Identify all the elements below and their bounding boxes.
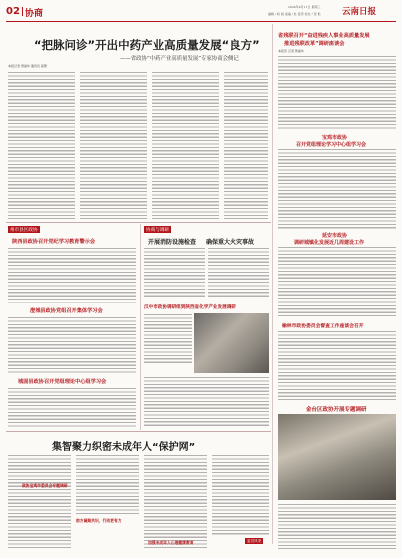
lead-text-col4 — [224, 71, 268, 219]
left-mid-divider — [140, 224, 141, 430]
right-report-3-text — [278, 330, 396, 402]
county-news-tag: 州市县区政协 — [10, 227, 38, 233]
right-report-4-photo — [278, 414, 396, 500]
lead-subtitle: ——省政协“中药产业高质量发展”专家协商会侧记 — [120, 56, 239, 62]
lead-byline: 本报记者 曾丽华 通讯员 高慧 — [8, 64, 47, 68]
bottom-corner-tag: 委员风采 — [247, 538, 262, 543]
right-report-1-text — [278, 148, 396, 230]
county-report-1-title: 陕西县政协召开党纪学习教育警示会 — [12, 239, 96, 245]
middle-photo — [194, 313, 269, 373]
bottom-banner-title: 集智聚力织密未成年人“保护网” — [52, 442, 196, 453]
county-report-2-title: 澄城县政协党组召开集体学习会 — [30, 308, 103, 314]
bottom-text-col2 — [76, 454, 139, 516]
right-report-3-title: 榆林市政协委员会督查工作座谈会召开 — [282, 324, 364, 329]
lead-text-col1 — [8, 71, 75, 219]
county-report-3-text — [8, 387, 136, 427]
bottom-section-rule — [6, 431, 271, 432]
right-report-1-title-1: 宝鸡市政协 — [322, 135, 348, 141]
lead-title: “把脉问诊”开出中药产业高质量发展“良方” — [34, 38, 260, 52]
header-divider-mark — [22, 7, 23, 16]
middle-section-rule — [6, 222, 271, 223]
right-column-divider — [272, 24, 273, 544]
bottom-sub2: 前方凝聚共识，行动更有力 — [76, 518, 122, 523]
right-top-byline: 本报讯 记者 曾丽华 — [278, 49, 304, 53]
middle-photo-text — [144, 313, 192, 363]
right-report-2-text — [278, 246, 396, 316]
newspaper-logo: 云南日报 — [342, 7, 377, 17]
lead-text-col3 — [152, 71, 219, 219]
lead-text-col2 — [80, 71, 147, 219]
bottom-lower-mid: 加强未成年人心理健康教育 — [148, 540, 194, 545]
middle-headline-right: 确保重大火灾事故 — [206, 239, 255, 246]
page-number: 02 — [6, 6, 20, 17]
bottom-text-col1 — [8, 454, 71, 548]
bottom-text-col4 — [212, 454, 269, 536]
right-top-text — [278, 55, 396, 131]
middle-text-1 — [144, 247, 205, 299]
middle-photo-headline: 汉中市政协调研组到陕西省化学产业发展调研 — [144, 305, 236, 310]
middle-text-3 — [144, 376, 269, 428]
header-rule — [6, 21, 396, 22]
county-report-3-title: 城固县政协召开党组理论中心组学习会 — [18, 379, 107, 385]
county-report-2-text — [8, 316, 136, 374]
page-header — [6, 4, 396, 22]
work-news-tag: 协商与调研 — [146, 227, 169, 233]
middle-text-2 — [208, 247, 269, 299]
right-top-title-2: 推进残联改革”调研座谈会 — [284, 41, 345, 47]
header-date: 2024年9月11日 星期三 — [288, 5, 321, 9]
right-report-4-title: 金台区政协开展专题调研 — [306, 407, 367, 413]
bottom-sub1: 政协宝鸡市委员会专题调研 — [22, 483, 68, 488]
bottom-text-col3 — [144, 454, 207, 548]
right-report-2-title-2: 调研城镇化发展近几周建设工作 — [294, 240, 365, 246]
right-report-1-title-2: 召开党组理论学习中心组学习会 — [296, 142, 367, 148]
right-top-title-1: 省残联召开“奋进残疾人事业高质量发展 — [278, 33, 370, 39]
middle-headline-left: 开展消防设施检查 — [148, 239, 197, 246]
right-report-4-text — [278, 503, 396, 549]
right-report-2-title-1: 延安市政协 — [322, 233, 348, 239]
header-editors: 编辑 / 杨 娟 美编 / 杜 爱萍 校对 / 贺 艳 — [268, 12, 321, 16]
county-report-1-text — [8, 247, 136, 303]
column-name: 协商 — [25, 9, 44, 19]
